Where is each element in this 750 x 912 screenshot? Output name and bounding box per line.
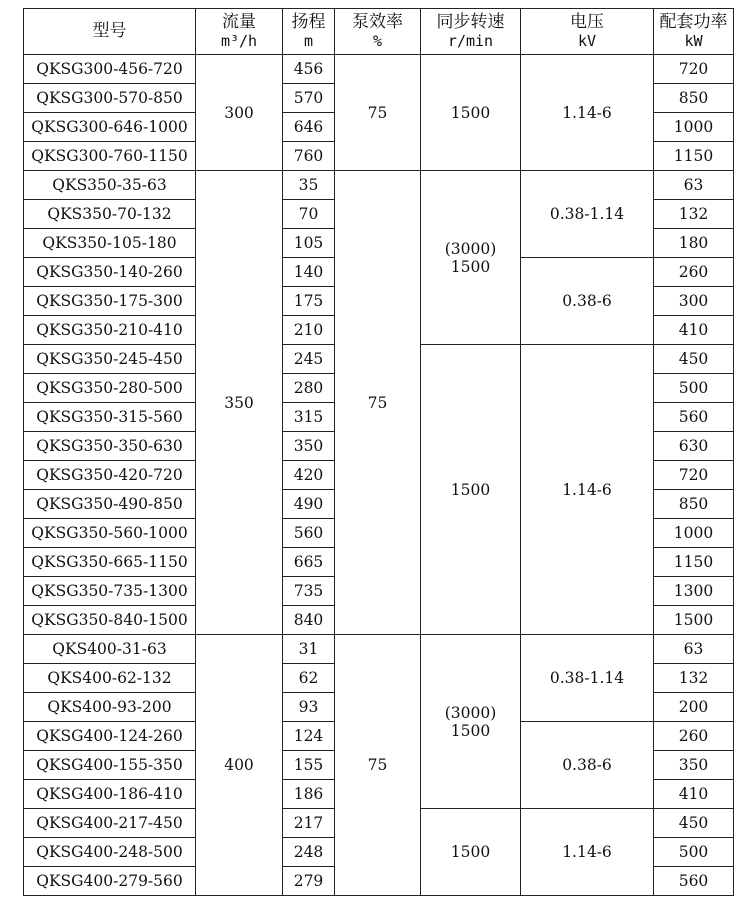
model-cell: QKSG350-210-410	[24, 316, 196, 345]
header-head: 扬程 m	[283, 9, 335, 55]
model-cell: QKSG350-420-720	[24, 461, 196, 490]
model-cell: QKSG350-560-1000	[24, 519, 196, 548]
flow-cell: 300	[196, 55, 283, 171]
power-cell: 63	[654, 171, 734, 200]
model-cell: QKSG400-248-500	[24, 838, 196, 867]
power-cell: 500	[654, 374, 734, 403]
head-cell: 840	[283, 606, 335, 635]
efficiency-cell: 75	[335, 55, 421, 171]
model-cell: QKSG350-735-1300	[24, 577, 196, 606]
head-cell: 760	[283, 142, 335, 171]
model-cell: QKS350-105-180	[24, 229, 196, 258]
model-cell: QKSG300-456-720	[24, 55, 196, 84]
efficiency-cell: 75	[335, 635, 421, 896]
head-cell: 248	[283, 838, 335, 867]
head-cell: 217	[283, 809, 335, 838]
head-cell: 175	[283, 287, 335, 316]
head-cell: 560	[283, 519, 335, 548]
model-cell: QKSG350-315-560	[24, 403, 196, 432]
power-cell: 180	[654, 229, 734, 258]
speed-cell: 1500	[421, 345, 521, 635]
power-cell: 1150	[654, 548, 734, 577]
power-cell: 410	[654, 316, 734, 345]
voltage-cell: 0.38-1.14	[521, 171, 654, 258]
power-cell: 260	[654, 258, 734, 287]
power-cell: 63	[654, 635, 734, 664]
power-cell: 1500	[654, 606, 734, 635]
head-cell: 62	[283, 664, 335, 693]
model-cell: QKSG400-186-410	[24, 780, 196, 809]
head-cell: 570	[283, 84, 335, 113]
model-cell: QKS400-31-63	[24, 635, 196, 664]
head-cell: 456	[283, 55, 335, 84]
power-cell: 500	[654, 838, 734, 867]
head-cell: 31	[283, 635, 335, 664]
header-row	[24, 9, 734, 55]
power-cell: 132	[654, 664, 734, 693]
model-cell: QKSG400-124-260	[24, 722, 196, 751]
head-cell: 315	[283, 403, 335, 432]
model-cell: QKS400-62-132	[24, 664, 196, 693]
power-cell: 1150	[654, 142, 734, 171]
model-cell: QKSG350-245-450	[24, 345, 196, 374]
header-speed: 同步转速 r/min	[421, 9, 521, 55]
model-cell: QKSG350-140-260	[24, 258, 196, 287]
head-cell: 35	[283, 171, 335, 200]
voltage-cell: 0.38-1.14	[521, 635, 654, 722]
head-cell: 350	[283, 432, 335, 461]
model-cell: QKSG350-490-850	[24, 490, 196, 519]
head-cell: 124	[283, 722, 335, 751]
table-body	[24, 55, 734, 896]
model-cell: QKSG300-760-1150	[24, 142, 196, 171]
head-cell: 280	[283, 374, 335, 403]
model-cell: QKSG400-217-450	[24, 809, 196, 838]
voltage-cell: 1.14-6	[521, 345, 654, 635]
power-cell: 1300	[654, 577, 734, 606]
power-cell: 200	[654, 693, 734, 722]
power-cell: 560	[654, 867, 734, 896]
model-cell: QKSG350-350-630	[24, 432, 196, 461]
power-cell: 300	[654, 287, 734, 316]
power-cell: 720	[654, 461, 734, 490]
head-cell: 245	[283, 345, 335, 374]
efficiency-cell: 75	[335, 171, 421, 635]
header-model: 型号	[24, 9, 196, 55]
power-cell: 850	[654, 490, 734, 519]
power-cell: 850	[654, 84, 734, 113]
voltage-cell: 0.38-6	[521, 258, 654, 345]
power-cell: 350	[654, 751, 734, 780]
power-cell: 1000	[654, 113, 734, 142]
header-voltage: 电压 kV	[521, 9, 654, 55]
head-cell: 70	[283, 200, 335, 229]
model-cell: QKSG350-280-500	[24, 374, 196, 403]
power-cell: 720	[654, 55, 734, 84]
model-cell: QKSG400-279-560	[24, 867, 196, 896]
voltage-cell: 0.38-6	[521, 722, 654, 809]
head-cell: 665	[283, 548, 335, 577]
voltage-cell: 1.14-6	[521, 809, 654, 896]
flow-cell: 400	[196, 635, 283, 896]
power-cell: 560	[654, 403, 734, 432]
model-cell: QKS350-35-63	[24, 171, 196, 200]
head-cell: 735	[283, 577, 335, 606]
power-cell: 450	[654, 345, 734, 374]
model-cell: QKSG350-840-1500	[24, 606, 196, 635]
speed-cell: 1500	[421, 55, 521, 171]
table-row	[24, 635, 734, 664]
table-row	[24, 171, 734, 200]
head-cell: 155	[283, 751, 335, 780]
head-cell: 279	[283, 867, 335, 896]
speed-cell: (3000) 1500	[421, 171, 521, 345]
head-cell: 490	[283, 490, 335, 519]
head-cell: 210	[283, 316, 335, 345]
header-power: 配套功率 kW	[654, 9, 734, 55]
model-cell: QKS350-70-132	[24, 200, 196, 229]
model-cell: QKSG400-155-350	[24, 751, 196, 780]
head-cell: 420	[283, 461, 335, 490]
header-efficiency: 泵效率 %	[335, 9, 421, 55]
head-cell: 646	[283, 113, 335, 142]
power-cell: 450	[654, 809, 734, 838]
flow-cell: 350	[196, 171, 283, 635]
head-cell: 140	[283, 258, 335, 287]
pump-spec-table	[23, 8, 734, 896]
model-cell: QKSG350-175-300	[24, 287, 196, 316]
table-row	[24, 55, 734, 84]
voltage-cell: 1.14-6	[521, 55, 654, 171]
model-cell: QKSG350-665-1150	[24, 548, 196, 577]
head-cell: 186	[283, 780, 335, 809]
power-cell: 132	[654, 200, 734, 229]
model-cell: QKSG300-646-1000	[24, 113, 196, 142]
speed-cell: 1500	[421, 809, 521, 896]
model-cell: QKS400-93-200	[24, 693, 196, 722]
speed-cell: (3000) 1500	[421, 635, 521, 809]
header-flow: 流量 m³/h	[196, 9, 283, 55]
power-cell: 630	[654, 432, 734, 461]
power-cell: 260	[654, 722, 734, 751]
head-cell: 93	[283, 693, 335, 722]
head-cell: 105	[283, 229, 335, 258]
model-cell: QKSG300-570-850	[24, 84, 196, 113]
power-cell: 410	[654, 780, 734, 809]
power-cell: 1000	[654, 519, 734, 548]
